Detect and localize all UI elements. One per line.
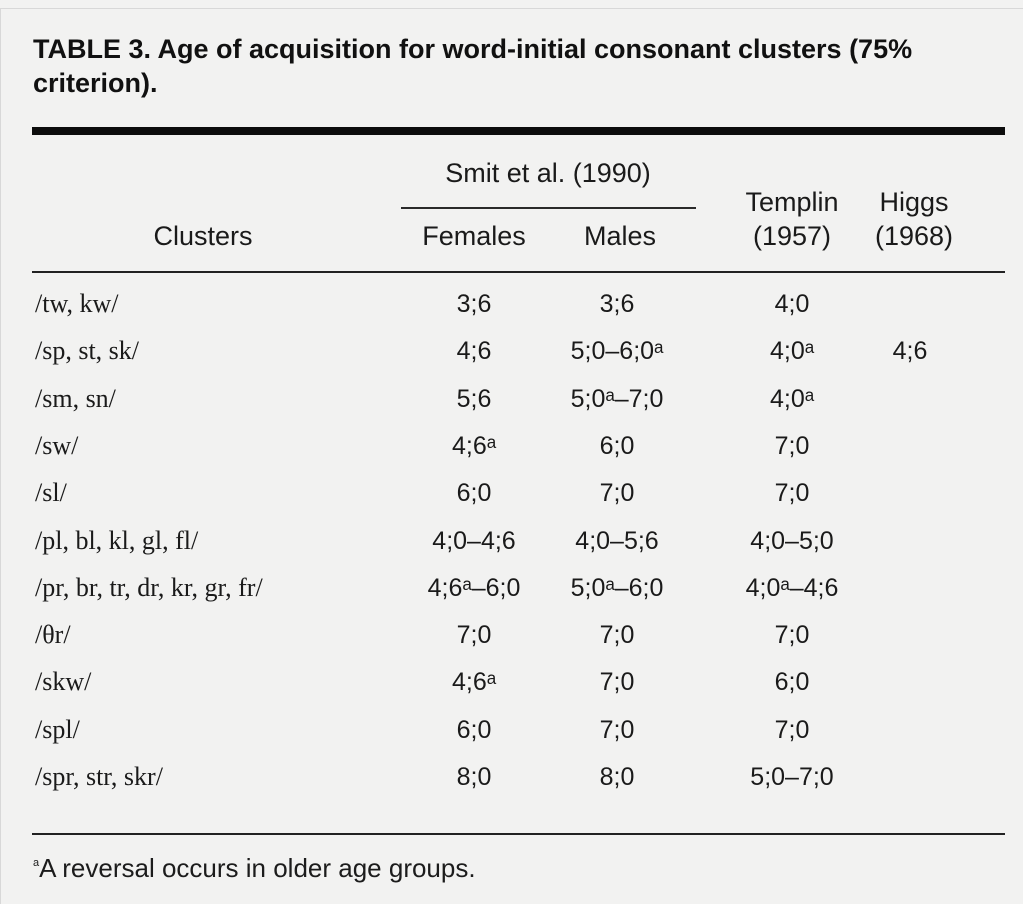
cell-cluster: /pr, br, tr, dr, kr, gr, fr/ [35, 573, 263, 602]
cell-cluster: /sl/ [35, 478, 67, 507]
cell-males: 7;0 [599, 716, 635, 744]
header-smit-group: Smit et al. (1990) [445, 158, 651, 188]
cell-templin: 5;0–7;0 [750, 763, 834, 791]
table-top-rule [32, 127, 1005, 135]
smit-group-rule [401, 207, 696, 209]
cell-males: 5;0–6;0ᵃ [570, 337, 664, 365]
cell-males: 7;0 [599, 621, 635, 649]
cell-females: 8;0 [456, 763, 492, 791]
cell-cluster: /tw, kw/ [35, 289, 119, 318]
cell-templin: 7;0 [774, 716, 810, 744]
cell-templin: 4;0ᵃ [769, 337, 815, 365]
header-females: Females [422, 221, 526, 251]
cell-cluster: /skw/ [35, 667, 92, 696]
cell-templin: 4;0ᵃ–4;6 [745, 574, 839, 602]
table-bottom-rule [32, 833, 1005, 835]
cell-templin: 6;0 [774, 668, 810, 696]
footnote-marker: a [33, 857, 40, 869]
table-title: TABLE 3. Age of acquisition for word-initial consonant clusters (75% criterion). [33, 34, 913, 98]
cell-males: 4;0–5;6 [575, 527, 659, 555]
cell-females: 6;0 [456, 716, 492, 744]
header-templin-name: Templin [745, 187, 839, 217]
cell-females: 4;6ᵃ–6;0 [427, 574, 521, 602]
footnote-text: A reversal occurs in older age groups. [39, 853, 476, 883]
cell-templin: 7;0 [774, 479, 810, 507]
cell-cluster: /θr/ [35, 620, 71, 649]
header-templin-year: (1957) [752, 221, 832, 251]
cell-cluster: /sm, sn/ [35, 384, 116, 413]
cell-cluster: /spl/ [35, 715, 80, 744]
header-males: Males [583, 221, 657, 251]
cell-males: 5;0ᵃ–6;0 [570, 574, 664, 602]
cell-cluster: /spr, str, skr/ [35, 762, 163, 791]
cell-males: 6;0 [599, 432, 635, 460]
cell-templin: 4;0 [774, 290, 810, 318]
cell-males: 7;0 [599, 479, 635, 507]
cell-females: 4;6ᵃ [451, 432, 497, 460]
cell-males: 5;0ᵃ–7;0 [570, 385, 664, 413]
cell-females: 6;0 [456, 479, 492, 507]
cell-females: 4;0–4;6 [432, 527, 516, 555]
cell-cluster: /sp, st, sk/ [35, 336, 140, 365]
cell-females: 4;6 [456, 337, 492, 365]
header-higgs-name: Higgs [879, 187, 949, 217]
cell-females: 3;6 [456, 290, 492, 318]
cell-templin: 4;0–5;0 [750, 527, 834, 555]
page-edge-top [0, 8, 1023, 9]
cell-females: 5;6 [456, 385, 492, 413]
header-bottom-rule [32, 271, 1005, 273]
cell-females: 4;6ᵃ [451, 668, 497, 696]
cell-templin: 7;0 [774, 432, 810, 460]
cell-templin: 7;0 [774, 621, 810, 649]
header-higgs-year: (1968) [874, 221, 954, 251]
cell-cluster: /sw/ [35, 431, 79, 460]
cell-higgs: 4;6 [892, 337, 928, 365]
page-edge-left [0, 8, 1, 904]
cell-males: 7;0 [599, 668, 635, 696]
table-footnote [33, 852, 476, 884]
header-clusters: Clusters [153, 221, 253, 251]
cell-males: 8;0 [599, 763, 635, 791]
cell-cluster: /pl, bl, kl, gl, fl/ [35, 526, 199, 555]
cell-females: 7;0 [456, 621, 492, 649]
cell-templin: 4;0ᵃ [769, 385, 815, 413]
cell-males: 3;6 [599, 290, 635, 318]
